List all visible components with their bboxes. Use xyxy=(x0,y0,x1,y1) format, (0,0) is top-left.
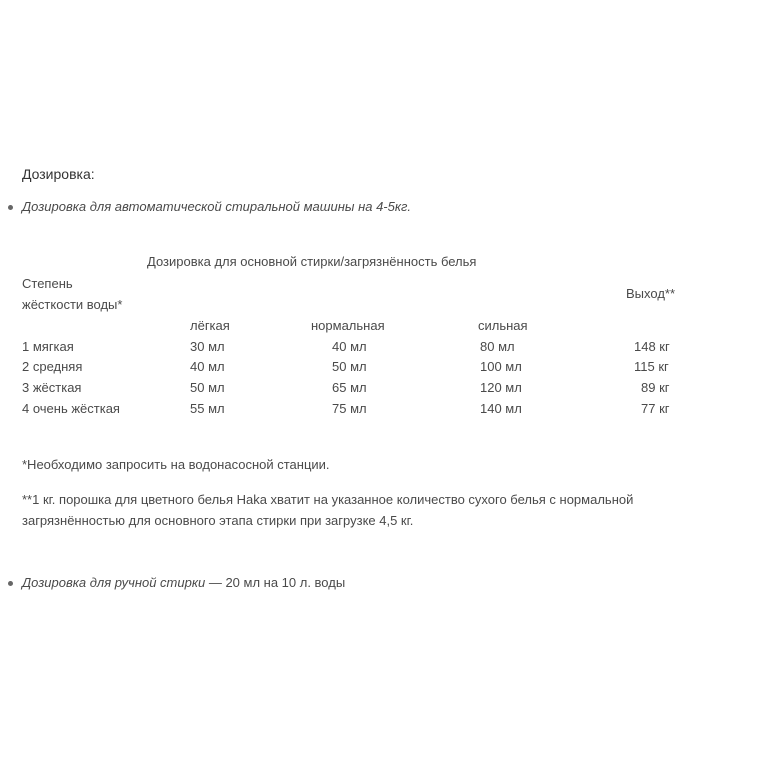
page-heading: Дозировка: xyxy=(22,166,95,182)
table-cell-light: 50 мл xyxy=(190,380,225,395)
col-header-output: Выход** xyxy=(626,286,676,301)
table-cell-hardness: 2 средняя xyxy=(22,359,83,374)
footnote-water-hardness: *Необходимо запросить на водонасосной станции. xyxy=(22,457,330,472)
table-cell-output: 148 кг xyxy=(634,339,670,354)
table-cell-light: 40 мл xyxy=(190,359,225,374)
table-cell-heavy: 100 мл xyxy=(480,359,522,374)
table-cell-output: 89 кг xyxy=(641,380,670,395)
table-cell-light: 55 мл xyxy=(190,401,225,416)
table-cell-hardness: 1 мягкая xyxy=(22,339,74,354)
bullet-dot-icon xyxy=(8,205,13,210)
table-cell-normal: 40 мл xyxy=(332,339,367,354)
bullet-dot-icon xyxy=(8,581,13,586)
table-cell-light: 30 мл xyxy=(190,339,225,354)
table-cell-heavy: 120 мл xyxy=(480,380,522,395)
table-cell-normal: 50 мл xyxy=(332,359,367,374)
table-cell-normal: 65 мл xyxy=(332,380,367,395)
table-cell-output: 77 кг xyxy=(641,401,670,416)
col-header-hardness-line1: Степень xyxy=(22,276,73,291)
bullet-hand-value: — 20 мл на 10 л. воды xyxy=(205,575,346,590)
sub-header-heavy: сильная xyxy=(478,318,528,333)
footnote-output: **1 кг. порошка для цветного белья Haka хватит на указанное количество сухого белья с нормальной загрязнённостью для основного этапа стирки при загрузке 4,5 кг. xyxy=(22,492,634,528)
bullet-hand-text xyxy=(22,575,345,590)
col-header-hardness xyxy=(22,273,122,315)
sub-header-light: лёгкая xyxy=(190,318,230,333)
table-cell-normal: 75 мл xyxy=(332,401,367,416)
table-cell-heavy: 140 мл xyxy=(480,401,522,416)
bullet-hand-label: Дозировка для ручной стирки xyxy=(22,575,206,590)
col-header-hardness-line2: жёсткости воды* xyxy=(22,297,123,312)
table-cell-hardness: 3 жёсткая xyxy=(22,380,82,395)
bullet-auto-text: Дозировка для автоматической стиральной машины на 4-5кг. xyxy=(22,199,412,214)
table-cell-heavy: 80 мл xyxy=(480,339,515,354)
sub-header-normal: нормальная xyxy=(311,318,385,333)
table-title: Дозировка для основной стирки/загрязнённость белья xyxy=(147,254,477,269)
table-cell-output: 115 кг xyxy=(634,359,669,374)
table-cell-hardness: 4 очень жёсткая xyxy=(22,401,120,416)
